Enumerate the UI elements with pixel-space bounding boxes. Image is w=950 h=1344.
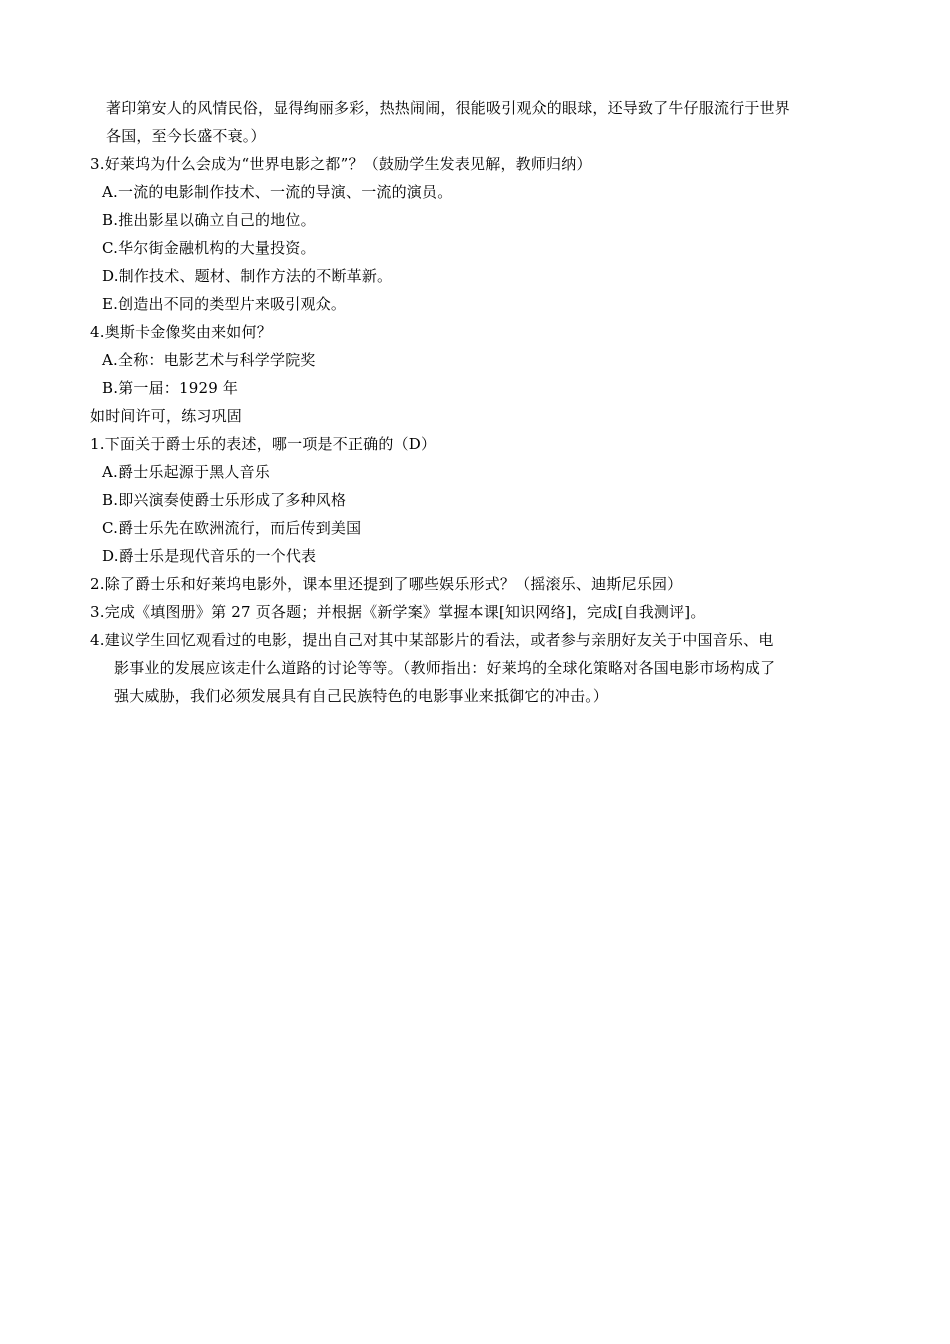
exercise-4-line-3: 强大威胁，我们必须发展具有自己民族特色的电影事业来抵御它的冲击。）	[114, 687, 609, 705]
answer-3d: D.制作技术、题材、制作方法的不断革新。	[102, 267, 393, 285]
exercise-4-line-1: 4.建议学生回忆观看过的电影，提出自己对其中某部影片的看法，或者参与亲朋好友关于中国音乐、电	[90, 631, 774, 649]
exercise-1-option-c: C.爵士乐先在欧洲流行，而后传到美国	[102, 519, 362, 537]
answer-4b: B.第一届：1929 年	[102, 379, 239, 397]
exercise-4-line-2: 影事业的发展应该走什么道路的讨论等等。（教师指出：好莱坞的全球化策略对各国电影市场构成了	[114, 659, 776, 677]
question-4-heading: 4.奥斯卡金像奖由来如何？	[90, 323, 272, 341]
answer-4a: A.全称：电影艺术与科学学院奖	[102, 351, 316, 369]
answer-3b: B.推出影星以确立自己的地位。	[102, 211, 316, 229]
answer-3c: C.华尔街金融机构的大量投资。	[102, 239, 316, 257]
answer-3a: A.一流的电影制作技术、一流的导演、一流的演员。	[102, 183, 453, 201]
practice-heading: 如时间许可，练习巩固	[90, 407, 243, 425]
question-3-heading: 3.好莱坞为什么会成为“世界电影之都”？（鼓励学生发表见解，教师归纳）	[90, 155, 592, 173]
exercise-1-option-a: A.爵士乐起源于黑人音乐	[102, 463, 271, 481]
exercise-3-question: 3.完成《填图册》第 27 页各题；并根据《新学案》掌握本课[知识网络]，完成[自我测评]。	[90, 603, 706, 621]
exercise-2-question: 2.除了爵士乐和好莱坞电影外，课本里还提到了哪些娱乐形式？（摇滚乐、迪斯尼乐园）	[90, 575, 683, 593]
text-line-1: 著印第安人的风情民俗，显得绚丽多彩，热热闹闹，很能吸引观众的眼球，还导致了牛仔服流行于世界	[106, 99, 791, 117]
answer-3e: E.创造出不同的类型片来吸引观众。	[102, 295, 347, 313]
exercise-1-option-b: B.即兴演奏使爵士乐形成了多种风格	[102, 491, 347, 509]
exercise-1-question: 1.下面关于爵士乐的表述，哪一项是不正确的（D）	[90, 435, 437, 453]
exercise-1-option-d: D.爵士乐是现代音乐的一个代表	[102, 547, 317, 565]
text-line-2: 各国，至今长盛不衰。）	[106, 127, 266, 145]
